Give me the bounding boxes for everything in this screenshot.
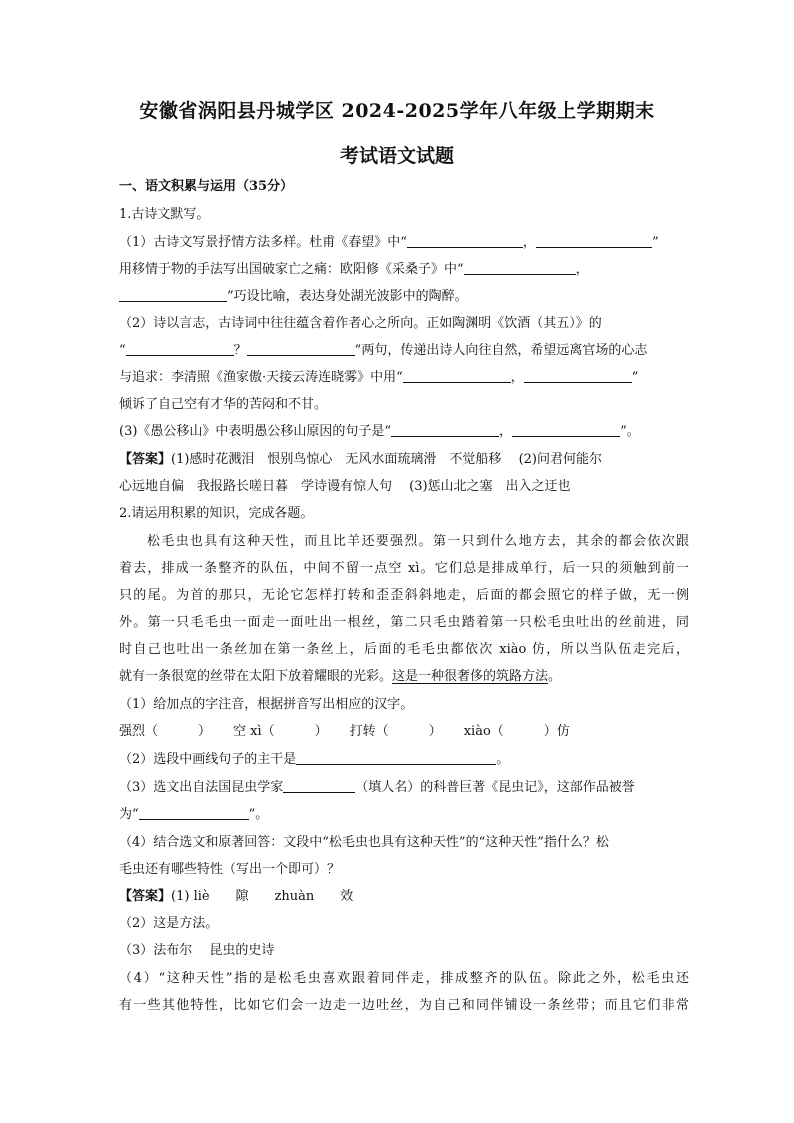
question-2-label: 2.请运用积累的知识，完成各题。: [119, 506, 314, 521]
answer-blank: [119, 287, 227, 302]
question-2-answer-4-line-2: 有一些其他特性，比如它们会一边走一边吐丝，为自己和同伴铺设一条丝带；而且它们非常: [119, 998, 689, 1013]
question-2-answer-1: 【答案】(1) liè 隙 zhuàn 效: [119, 889, 354, 904]
answer-tag: 【答案】: [119, 452, 172, 467]
answer-blank: [391, 422, 499, 437]
passage-line: 着去，排成一条整齐的队伍，中间不留一点空 xì。它们总是排成单行，后一只的须触到前一: [119, 561, 689, 576]
question-1-answer-line-2: 心远地自偏 我报路长嗟日暮 学诗谩有惊人句 (3)惩山北之塞 出入之迂也: [119, 479, 571, 494]
question-2-answer-2: （2）这是方法。: [119, 916, 219, 931]
answer-blank: [536, 233, 652, 248]
question-1-part-1-line-1: （1）古诗文写景抒情方法多样。杜甫《春望》中“ ， ”: [119, 235, 659, 250]
question-2-sub-3-line-1: （3）选文出自法国昆虫学家 （填人名）的科普巨著《昆虫记》，这部作品被誉: [119, 780, 635, 795]
question-1-part-2-line-2: “ ？ ”两句，传递出诗人向往自然，希望远离官场的心志: [119, 343, 648, 358]
question-1-part-2-line-1: （2）诗以言志，古诗词中往往蕴含着作者心之所向。正如陶渊明《饮酒（其五）》的: [119, 316, 602, 331]
section-heading: 一、语文积累与运用（35分）: [119, 179, 294, 194]
passage-line: 外。第一只毛毛虫一面走一面吐出一根丝，第二只毛虫踏着第一只松毛虫吐出的丝前进，同: [119, 615, 689, 630]
question-2-sub-4-line-2: 毛虫还有哪些特性（写出一个即可）？: [119, 862, 341, 877]
question-1-answer-line-1: 【答案】(1)感时花溅泪 恨别鸟惊心 无风水面琉璃滑 不觉船移 (2)问君何能尔: [119, 452, 602, 467]
answer-blank: [126, 341, 234, 356]
question-1-part-3: (3)《愚公移山》中表明愚公移山原因的句子是“ ， ”。: [119, 424, 640, 439]
answer-blank: [296, 750, 496, 765]
question-1-label: 1.古诗文默写。: [119, 207, 210, 222]
answer-blank: [407, 233, 523, 248]
question-2-sub-2: （2）选段中画线句子的主干是 。: [119, 752, 510, 767]
answer-blank: [512, 422, 620, 437]
underlined-sentence: 这是一种很奢侈的筑路方法: [392, 669, 549, 684]
passage-line: 松毛虫也具有这种天性，而且比羊还要强烈。第一只到什么地方去，其余的都会依次跟: [147, 534, 689, 549]
answer-blank: [139, 805, 249, 820]
question-2-answer-4-line-1: （4）“这种天性”指的是松毛虫喜欢跟着同伴走，排成整齐的队伍。除此之外，松毛虫还: [119, 971, 689, 986]
question-1-part-2-line-3: 与追求：李清照《渔家傲·天接云涛连晓雾》中用“ ， ”: [119, 370, 639, 385]
answer-blank: [524, 368, 632, 383]
question-2-sub-1-items: 强烈（ ） 空 xì（ ） 打转（ ） xiào（ ）仿: [119, 724, 570, 739]
question-1-part-2-line-4: 倾诉了自己空有才华的苦闷和不甘。: [119, 397, 328, 412]
passage-line: 时自己也吐出一条丝加在第一条丝上，后面的毛毛虫都依次 xiào 仿，所以当队伍走完后，: [119, 642, 689, 657]
answer-tag: 【答案】: [119, 889, 172, 904]
question-2-answer-3: （3）法布尔 昆虫的史诗: [119, 943, 275, 958]
answer-blank: [464, 260, 576, 275]
answer-blank: [247, 341, 355, 356]
page-title: 安徽省涡阳县丹城学区 2024-2025学年八年级上学期期末: [139, 100, 655, 122]
passage-line: 只的尾。为首的那只，无论它怎样打转和歪歪斜斜地走，后面的都会照它的样子做，无一例: [119, 588, 689, 603]
answer-blank: [283, 778, 355, 793]
passage-line-last: 就有一条很宽的丝带在太阳下放着耀眼的光彩。这是一种很奢侈的筑路方法。: [119, 669, 562, 684]
question-2-sub-1: （1）给加点的字注音，根据拼音写出相应的汉字。: [119, 697, 414, 712]
question-2-sub-3-line-2: 为“ ”。: [119, 807, 269, 822]
answer-blank: [403, 368, 511, 383]
page-subtitle: 考试语文试题: [339, 145, 454, 167]
question-1-part-1-line-3: ”巧设比喻，表达身处湖光波影中的陶醉。: [119, 287, 689, 307]
question-2-sub-4-line-1: （4）结合选文和原著回答：文段中“松毛虫也具有这种天性”的“这种天性”指什么？松: [119, 835, 609, 850]
question-1-part-1-line-2: 用移情于物的手法写出国破家亡之痛：欧阳修《采桑子》中“ ，: [119, 262, 589, 277]
